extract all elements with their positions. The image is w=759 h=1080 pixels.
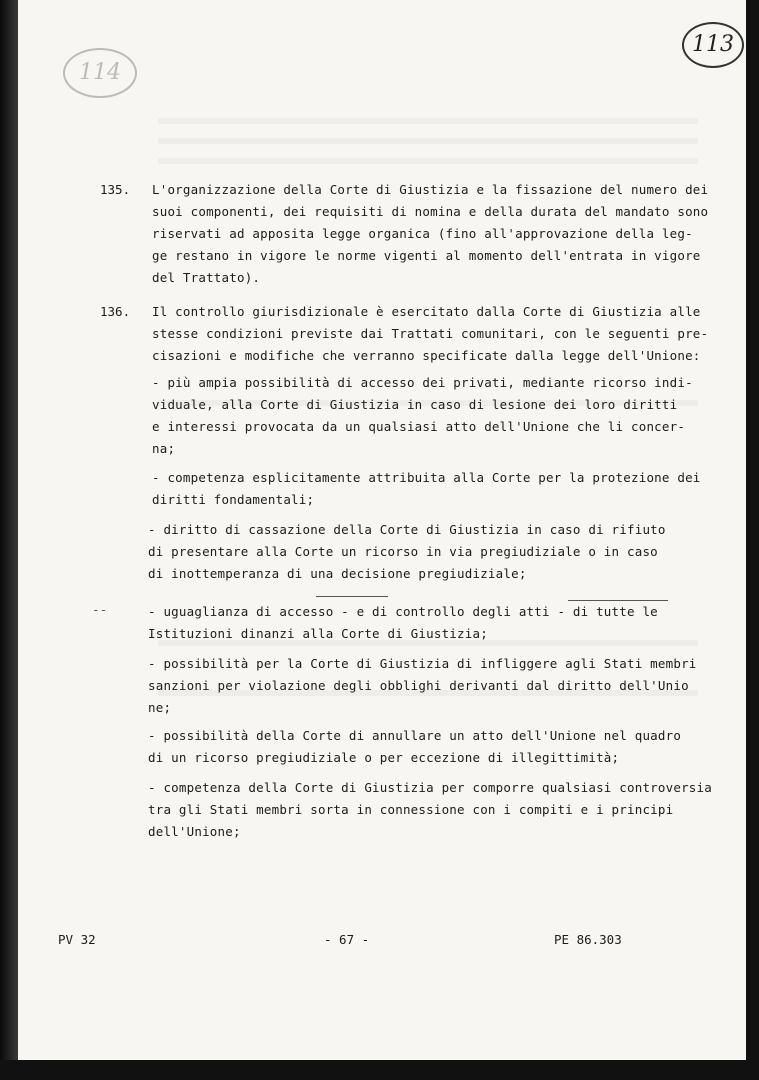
footer-right: PE 86.303 <box>554 932 622 947</box>
bleed-through <box>158 158 698 164</box>
bullet-line: diritti fondamentali; <box>152 492 315 507</box>
scan-left-edge <box>0 0 18 1080</box>
item-number: 135. <box>100 182 131 197</box>
scan-bottom-edge <box>0 1060 759 1080</box>
bullet-line: Istituzioni dinanzi alla Corte di Giustizia; <box>148 626 488 641</box>
bullet-line: - più ampia possibilità di accesso dei privati, mediante ricorso indi- <box>152 375 693 390</box>
bullet-line: dell'Unione; <box>148 824 241 839</box>
paragraph-line: suoi componenti, dei requisiti di nomina e della durata del mandato sono <box>152 204 709 219</box>
bullet-line: - possibilità della Corte di annullare un atto dell'Unione nel quadro <box>148 728 682 743</box>
separator-rule <box>316 596 388 597</box>
paragraph-line: riservati ad apposita legge organica (fino all'approvazione della leg- <box>152 226 693 241</box>
bleed-through <box>158 138 698 144</box>
bullet-line: viduale, alla Corte di Giustizia in caso di lesione dei loro diritti <box>152 397 678 412</box>
bleed-through <box>158 118 698 124</box>
faded-page-number-stamp: 114 <box>63 48 137 98</box>
bullet-line: na; <box>152 441 176 456</box>
bullet-line: tra gli Stati membri sorta in connessione con i compiti e i principi <box>148 802 674 817</box>
margin-mark: -- <box>92 602 108 617</box>
bullet-line: di presentare alla Corte un ricorso in via pregiudiziale o in caso <box>148 544 658 559</box>
separator-rule <box>568 600 668 601</box>
bullet-line: e interessi provocata da un qualsiasi atto dell'Unione che li concer- <box>152 419 686 434</box>
bullet-line: ne; <box>148 700 172 715</box>
bullet-line: - competenza esplicitamente attribuita alla Corte per la protezione dei <box>152 470 701 485</box>
paragraph-line: ge restano in vigore le norme vigenti al momento dell'entrata in vigore <box>152 248 701 263</box>
footer-left: PV 32 <box>58 932 96 947</box>
bullet-line: sanzioni per violazione degli obblighi derivanti dal diritto dell'Unio <box>148 678 689 693</box>
bullet-line: di inottemperanza di una decisione pregiudiziale; <box>148 566 527 581</box>
paragraph-line: L'organizzazione della Corte di Giustizia e la fissazione del numero dei <box>152 182 709 197</box>
bullet-line: - uguaglianza di accesso - e di controllo degli atti - di tutte le <box>148 604 658 619</box>
bullet-line: di un ricorso pregiudiziale o per eccezione di illegittimità; <box>148 750 620 765</box>
scan-right-edge <box>746 0 759 1080</box>
document-page <box>18 0 746 1060</box>
item-number: 136. <box>100 304 131 319</box>
bullet-line: - diritto di cassazione della Corte di Giustizia in caso di rifiuto <box>148 522 666 537</box>
handwritten-page-number: 113 <box>682 22 744 68</box>
paragraph-line: stesse condizioni previste dai Trattati comunitari, con le seguenti pre- <box>152 326 709 341</box>
bullet-line: - possibilità per la Corte di Giustizia di infliggere agli Stati membri <box>148 656 697 671</box>
footer-page-number: - 67 - <box>324 932 370 947</box>
paragraph-line: Il controllo giurisdizionale è esercitato dalla Corte di Giustizia alle <box>152 304 701 319</box>
bullet-line: - competenza della Corte di Giustizia per comporre qualsiasi controversia <box>148 780 712 795</box>
paragraph-line: cisazioni e modifiche che verranno specificate dalla legge dell'Unione: <box>152 348 701 363</box>
paragraph-line: del Trattato). <box>152 270 261 285</box>
